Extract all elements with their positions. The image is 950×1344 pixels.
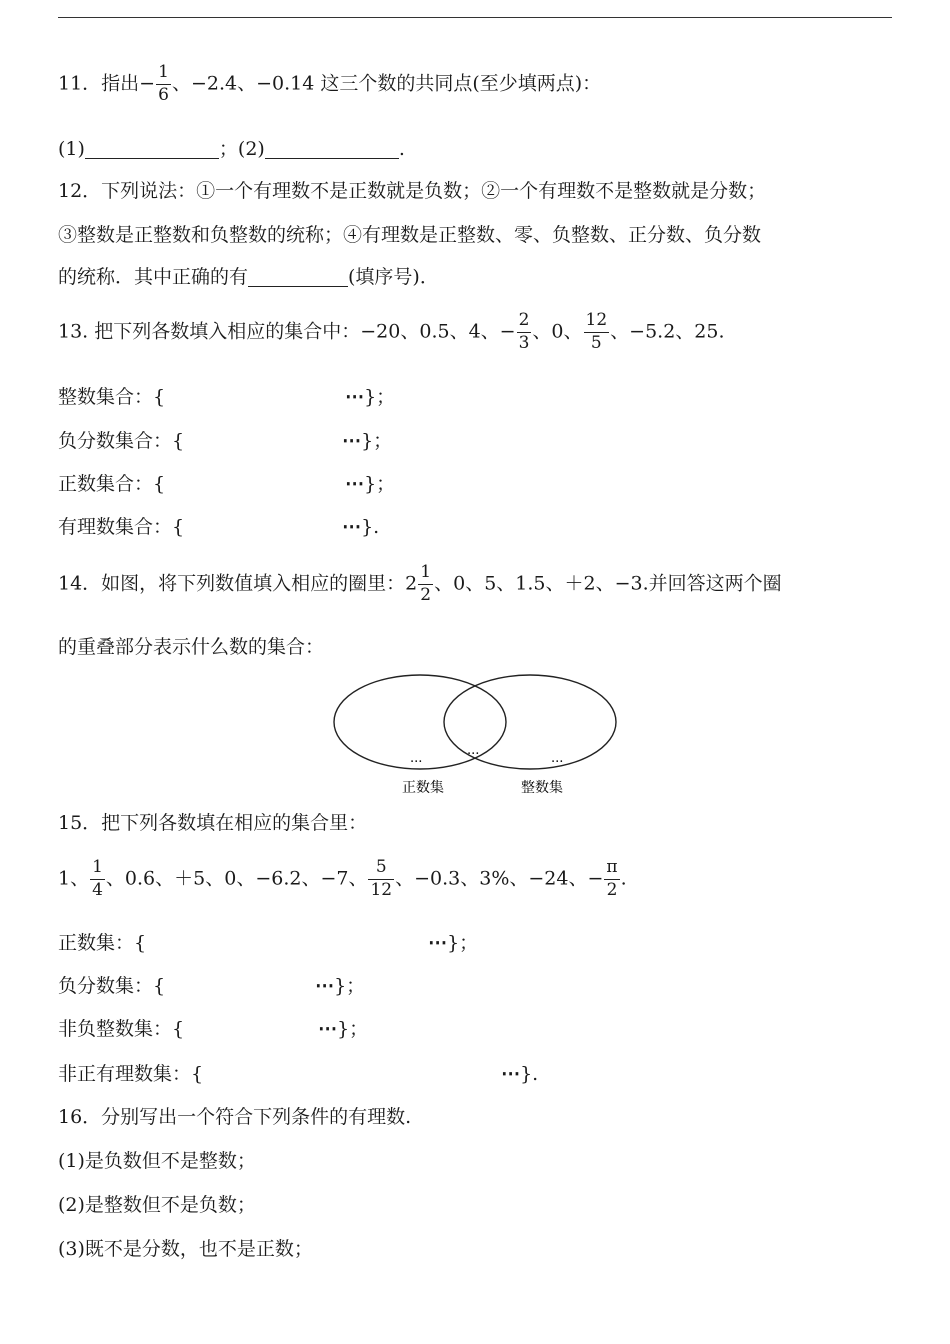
q11-text: 、−2.4、−0.14 这三个数的共同点(至少填两点)： (171, 72, 602, 95)
q15-set-positive: 正数集：{ ⋯}； (58, 932, 479, 954)
q14-line-2: 的重叠部分表示什么数的集合： (58, 636, 325, 658)
fraction-1-4: $\frac{1}{4}$ (92, 857, 103, 900)
q13-set-negative-fractions: 负分数集合：{ ⋯}； (58, 430, 393, 452)
q15-title: 15．把下列各数填在相应的集合里： (58, 812, 368, 834)
q16-item-1: (1)是负数但不是整数； (58, 1150, 256, 1172)
q16-title: 16．分别写出一个符合下列条件的有理数. (58, 1106, 412, 1128)
q13-set-integers: 整数集合：{ ⋯}； (58, 386, 396, 408)
header-rule (58, 17, 892, 18)
q12-line-2: ③整数是正整数和负整数的统称；④有理数是正整数、零、负整数、正分数、负分数 (58, 224, 762, 246)
q12-line-3: 的统称．其中正确的有 (填序号)． (58, 266, 439, 288)
venn-label-positive: 正数集 (402, 780, 444, 796)
venn-diagram (328, 670, 628, 802)
q11-prefix: 11．指出− (58, 72, 156, 95)
q15-numbers: 1、 $\frac{1}{4}$ 、0.6、＋5、0、−6.2、−7、 $\frac{5}{12}$ 、−0.3、3%、−24、− $\frac{\pi}{2}$ . (58, 857, 627, 900)
fraction-pi-2: $\frac{\pi}{2}$ (606, 857, 618, 900)
q11-blank-1[interactable] (85, 141, 219, 159)
q12-blank[interactable] (248, 269, 348, 287)
venn-label-integer: 整数集 (521, 780, 563, 796)
q14-line: 14．如图，将下列数值填入相应的圈里：2 $\frac{1}{2}$ 、0、5、1.5、＋2、−3.并回答这两个圈 (58, 562, 782, 605)
q15-set-nonpos-rational: 非正有理数集：{ ⋯}. (58, 1063, 539, 1085)
q15-set-nonneg-integers: 非负整数集：{ ⋯}； (58, 1018, 369, 1040)
venn-dots-middle: ... (467, 743, 480, 758)
fraction-5-12: $\frac{5}{12}$ (370, 857, 393, 900)
q16-item-2: (2)是整数但不是负数； (58, 1194, 256, 1216)
q11-line (58, 64, 601, 105)
q16-item-3: (3)既不是分数，也不是正数； (58, 1238, 313, 1260)
fraction-2-3: $\frac{2}{3}$ (518, 310, 530, 353)
q11-blank-2[interactable] (265, 141, 399, 159)
q13-set-positive: 正数集合：{ ⋯}； (58, 473, 396, 495)
q12-line-1: 12．下列说法：①一个有理数不是正数就是负数；②一个有理数不是整数就是分数； (58, 180, 767, 202)
venn-dots-left: ... (410, 751, 423, 766)
venn-dots-right: ... (551, 751, 564, 766)
q13-set-rational: 有理数集合：{ ⋯}. (58, 516, 380, 538)
fraction-12-5: $\frac{12}{5}$ (585, 310, 608, 353)
q11-answer-line: (1) ；(2) . (58, 138, 405, 160)
fraction-1-2: $\frac{1}{2}$ (420, 562, 432, 605)
fraction-1-6: $\frac{1}{6}$ (158, 62, 169, 105)
q13-line: 13. 把下列各数填入相应的集合中：−20、0.5、4、− $\frac{2}{3}$ 、0、 $\frac{12}{5}$ 、−5.2、25. (58, 310, 725, 353)
q15-set-negative-fractions: 负分数集：{ ⋯}； (58, 975, 366, 997)
